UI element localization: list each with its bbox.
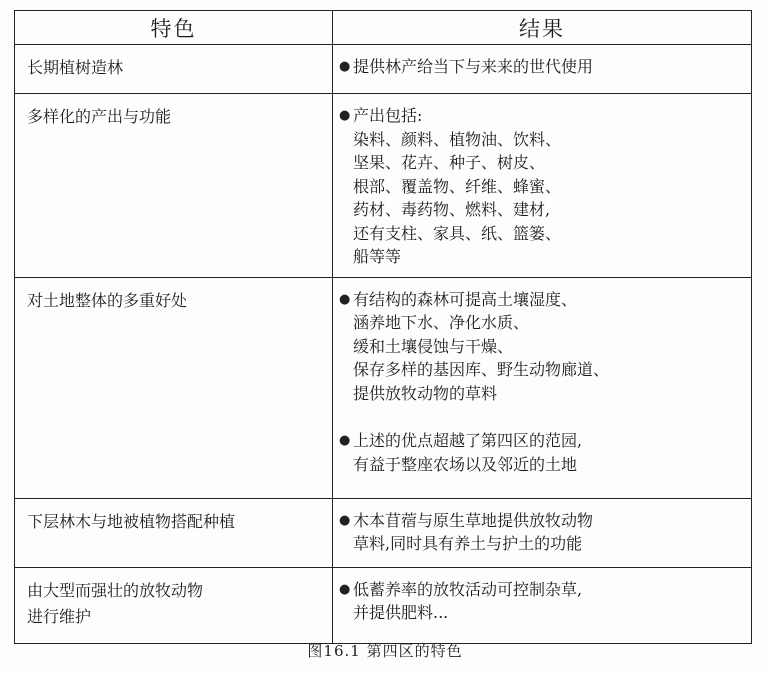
result-bullet bbox=[339, 104, 743, 269]
result-line: 提供放牧动物的草料 bbox=[353, 383, 498, 403]
result-line: 有结构的森林可提高土壤湿度、 bbox=[353, 289, 578, 309]
bullet-text bbox=[353, 578, 743, 625]
feature-cell bbox=[15, 94, 333, 278]
result-line: 低蓄养率的放牧活动可控制杂草, bbox=[353, 579, 583, 599]
result-line: 坚果、花卉、种子、树皮、 bbox=[353, 153, 546, 172]
feature-line: 对土地整体的多重好处 bbox=[27, 290, 188, 310]
feature-cell bbox=[15, 498, 333, 567]
result-bullet bbox=[339, 288, 743, 406]
header-feature: 特色 bbox=[15, 11, 333, 45]
bullet-dot-icon: ● bbox=[339, 108, 351, 123]
feature-cell bbox=[15, 277, 333, 498]
result-cell bbox=[333, 498, 752, 567]
bullet-dot-icon: ● bbox=[339, 512, 351, 528]
table-row bbox=[15, 567, 752, 643]
bullet-dot-icon: ● bbox=[339, 291, 351, 307]
bullet-dot-icon: ● bbox=[339, 581, 351, 597]
bullet-dot-icon: ● bbox=[339, 59, 351, 74]
feature-line: 长期植树造林 bbox=[27, 58, 124, 77]
bullet-text bbox=[353, 288, 743, 406]
feature-cell bbox=[15, 567, 333, 643]
result-line: 根部、覆盖物、纤维、蜂蜜、 bbox=[353, 176, 562, 196]
feature-line: 多样化的产出与功能 bbox=[27, 107, 172, 126]
result-line: 保存多样的基因库、野生动物廊道、 bbox=[353, 360, 610, 379]
result-cell bbox=[333, 94, 752, 278]
result-bullet bbox=[339, 429, 743, 476]
table-row bbox=[15, 45, 752, 94]
table-row bbox=[15, 277, 752, 498]
feature-line: 由大型而强壮的放牧动物 bbox=[27, 580, 204, 600]
result-line: 木本苜蓿与原生草地提供放牧动物 bbox=[353, 510, 594, 530]
result-line: 上述的优点超越了第四区的范园, bbox=[353, 431, 583, 450]
features-table bbox=[14, 10, 752, 644]
table-row bbox=[15, 94, 752, 278]
result-line: 缓和土壤侵蚀与干燥、 bbox=[353, 336, 514, 356]
bullet-text bbox=[353, 55, 743, 79]
result-cell bbox=[333, 45, 752, 94]
result-cell bbox=[333, 277, 752, 498]
result-line: 还有支柱、家具、纸、篮篓、 bbox=[353, 223, 562, 243]
bullet-text bbox=[353, 509, 743, 556]
header-result: 结果 bbox=[333, 11, 752, 45]
table-row bbox=[15, 498, 752, 567]
result-line: 涵养地下水、净化水质、 bbox=[353, 313, 530, 332]
bullet-text bbox=[353, 429, 743, 476]
result-line: 提供林产给当下与来来的世代使用 bbox=[353, 57, 594, 76]
result-line: 有益于整座农场以及邻近的土地 bbox=[353, 454, 578, 474]
bullet-dot-icon: ● bbox=[339, 433, 351, 448]
table-header-row bbox=[15, 11, 752, 45]
result-bullet bbox=[339, 55, 743, 79]
result-bullet bbox=[339, 509, 743, 556]
result-cell bbox=[333, 567, 752, 643]
bullet-text bbox=[353, 104, 743, 269]
feature-line: 下层林木与地被植物搭配种植 bbox=[27, 511, 236, 531]
result-line: 草料,同时具有养土与护土的功能 bbox=[353, 534, 583, 553]
feature-cell bbox=[15, 45, 333, 94]
result-line: 产出包括: bbox=[353, 106, 423, 125]
result-line: 船等等 bbox=[353, 247, 402, 266]
result-line: 并提供肥料... bbox=[353, 603, 449, 622]
result-line: 染料、颜料、植物油、饮料、 bbox=[353, 129, 562, 149]
result-line: 药材、毒药物、燃料、建材, bbox=[353, 200, 551, 219]
figure-caption: 图16.1 第四区的特色 bbox=[307, 642, 463, 660]
feature-line: 进行维护 bbox=[27, 606, 92, 626]
result-bullet bbox=[339, 578, 743, 625]
